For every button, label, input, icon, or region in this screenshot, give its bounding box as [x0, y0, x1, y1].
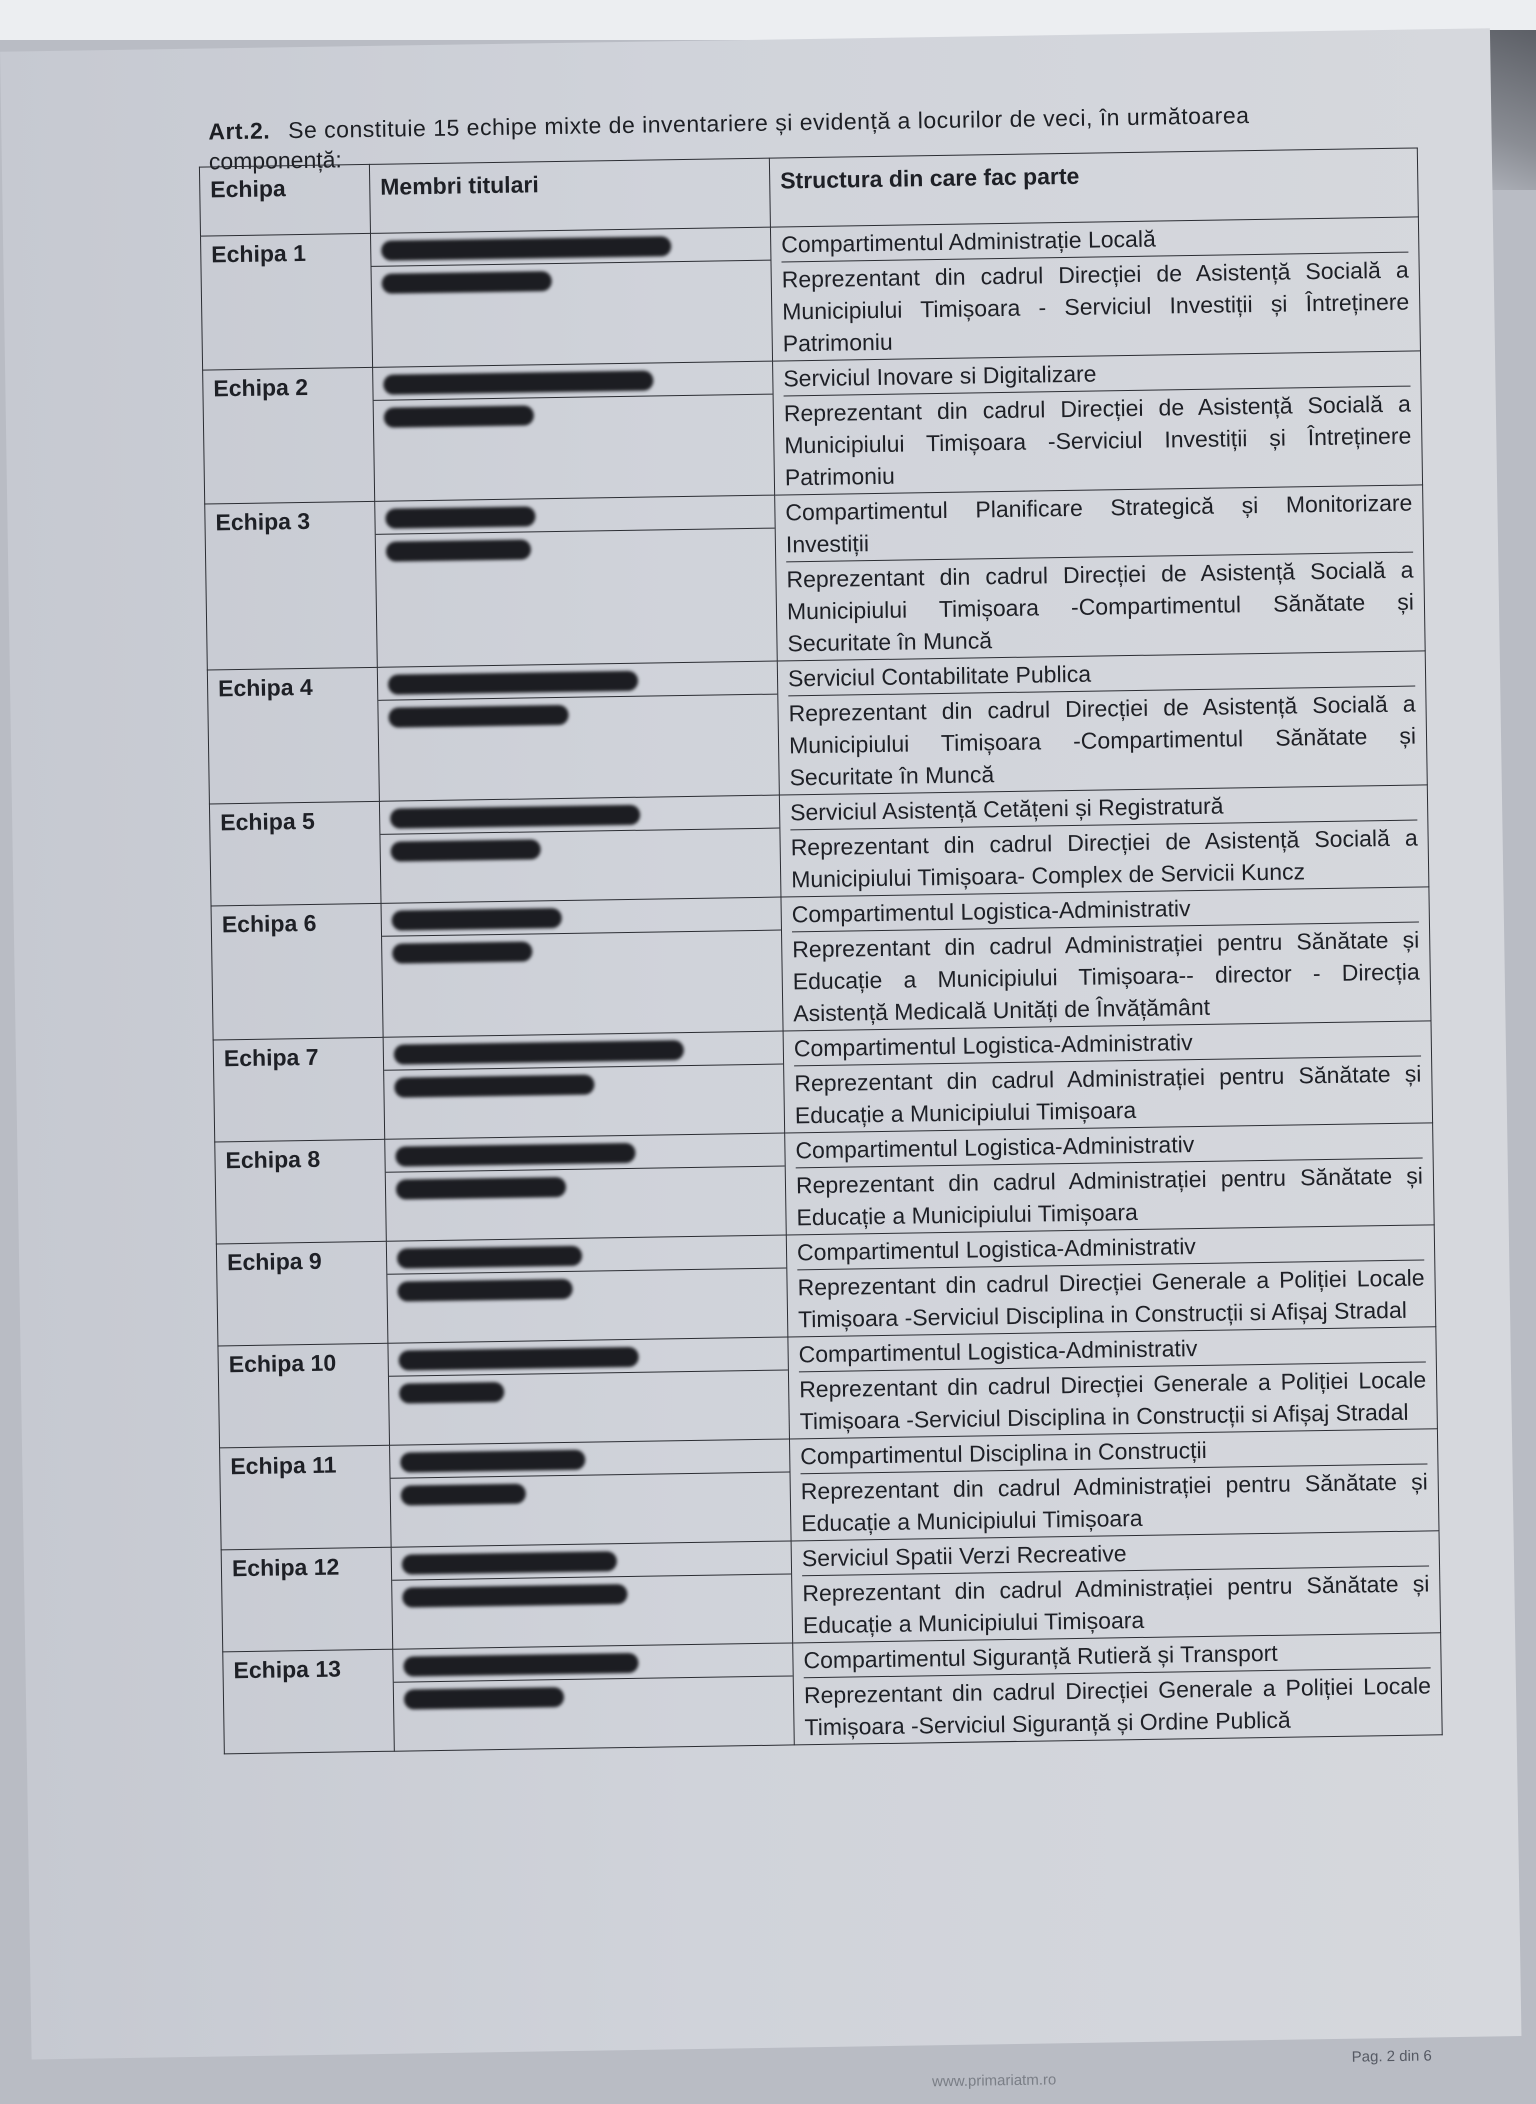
structure-entry: Serviciul Spatii Verzi Recreative: [802, 1531, 1429, 1576]
member-entry: [376, 529, 775, 567]
redacted-name-mark: [402, 1584, 627, 1608]
redacted-name-mark: [386, 539, 531, 561]
table-row: [220, 1429, 1439, 1550]
structure-entry: Reprezentant din cadrul Direcției Generale a Poliției Locale Timișoara -Serviciul Disciplina in Construcții si Afișaj Stradal: [798, 1366, 1427, 1435]
member-entry: [374, 395, 773, 433]
document-page: [0, 28, 1521, 2091]
structure-entry: Compartimentul Logistica-Administrativ: [794, 1022, 1421, 1067]
structure-cell: [773, 351, 1423, 495]
redacted-name-mark: [401, 1484, 526, 1506]
structure-cell: [793, 1633, 1443, 1745]
members-cell: [377, 661, 779, 801]
redacted-name-mark: [381, 236, 671, 261]
article-text-continuation: componență:: [208, 146, 343, 175]
structure-entry: Compartimentul Logistica-Administrativ: [798, 1327, 1425, 1372]
structure-entry: Reprezentant din cadrul Direcției de Asistență Socială a Municipiului Timișoara -Serviciul Investiții și Întreținere Patrimoniu: [783, 390, 1412, 491]
redacted-name-mark: [396, 1177, 566, 1200]
redacted-name-mark: [391, 839, 541, 861]
structure-entry: Compartimentul Administrație Locală: [781, 218, 1408, 263]
structure-cell: [786, 1225, 1436, 1337]
structure-cell: [770, 217, 1420, 361]
member-entry: [384, 1065, 783, 1103]
redacted-name-mark: [394, 1074, 594, 1097]
table-row: [205, 485, 1425, 670]
structure-entry: Compartimentul Logistica-Administrativ: [797, 1225, 1424, 1270]
structure-entry: Reprezentant din cadrul Administrației pentru Sănătate și Educație a Municipiului Timișoara: [802, 1570, 1430, 1639]
table-row: [209, 785, 1428, 906]
redacted-name-mark: [403, 1653, 638, 1677]
redacted-name-mark: [392, 908, 562, 931]
members-cell: [373, 361, 775, 501]
redacted-name-mark: [400, 1450, 585, 1473]
structure-cell: [775, 485, 1426, 661]
team-name: Echipa 11: [220, 1445, 392, 1550]
footer-url: www.primariatm.ro: [931, 2071, 1057, 2091]
member-entry: [392, 1574, 791, 1612]
member-entry: [389, 1370, 788, 1408]
structure-entry: Reprezentant din cadrul Direcției Generale a Poliției Locale Timișoara -Serviciul Siguranță și Ordine Publică: [803, 1672, 1432, 1741]
redacted-name-mark: [402, 1551, 617, 1574]
redacted-name-mark: [384, 405, 534, 427]
structure-entry: Compartimentul Disciplina in Construcții: [800, 1429, 1427, 1474]
table-row: [221, 1531, 1440, 1652]
structure-entry: Compartimentul Logistica-Administrativ: [795, 1123, 1422, 1168]
table-row: [213, 1021, 1432, 1142]
team-name: Echipa 3: [205, 501, 378, 670]
structure-cell: [791, 1531, 1441, 1643]
redacted-name-mark: [399, 1382, 504, 1404]
team-name: Echipa 6: [211, 903, 383, 1040]
structure-cell: [779, 785, 1429, 897]
table-row: [223, 1633, 1442, 1754]
redacted-name-mark: [390, 805, 640, 829]
members-cell: [379, 795, 781, 903]
member-entry: [382, 931, 781, 969]
redacted-name-mark: [388, 671, 638, 695]
team-name: Echipa 7: [213, 1037, 385, 1142]
structure-entry: Serviciul Contabilitate Publica: [788, 652, 1415, 697]
structure-entry: Reprezentant din cadrul Administrației pentru Sănătate și Educație a Municipiului Timișoara: [795, 1162, 1424, 1231]
structure-entry: Reprezentant din cadrul Direcției Generale a Poliției Locale Timișoara -Serviciul Disciplina in Construcții si Afișaj Stradal: [797, 1264, 1425, 1333]
structure-entry: Serviciul Inovare si Digitalizare: [783, 352, 1410, 397]
members-cell: [393, 1643, 795, 1751]
table-row: [218, 1327, 1437, 1448]
redacted-name-mark: [388, 705, 568, 728]
structure-entry: Serviciul Asistență Cetățeni și Registratură: [790, 786, 1417, 831]
members-cell: [370, 227, 772, 367]
header-structure: Structura din care fac parte: [769, 148, 1418, 227]
teams-table: [199, 147, 1443, 1754]
structure-cell: [777, 651, 1427, 795]
team-name: Echipa 13: [223, 1649, 395, 1754]
table-row: [203, 351, 1423, 504]
redacted-name-mark: [399, 1347, 639, 1371]
structure-entry: Reprezentant din cadrul Administrației pentru Sănătate și Educație a Municipiului Timișoara-- director - Direcția Asistență Medicală Unități de Învățământ: [792, 926, 1420, 1027]
redacted-name-mark: [397, 1246, 582, 1269]
team-name: Echipa 10: [218, 1343, 390, 1448]
structure-entry: Reprezentant din cadrul Direcției de Asistență Socială a Municipiului Timișoara - Serviciul Investiții și Întreținere Patrimoniu: [781, 256, 1410, 357]
member-entry: [378, 695, 777, 733]
team-name: Echipa 12: [221, 1547, 393, 1652]
redacted-name-mark: [385, 506, 535, 528]
redacted-name-mark: [394, 1040, 684, 1065]
redacted-name-mark: [382, 271, 552, 294]
page-number: Pag. 2 din 6: [1351, 2047, 1432, 2066]
structure-entry: Compartimentul Logistica-Administrativ: [791, 888, 1418, 933]
structure-cell: [788, 1327, 1438, 1439]
table-row: [207, 651, 1427, 804]
table-row: [215, 1123, 1434, 1244]
members-cell: [385, 1133, 787, 1241]
members-cell: [383, 1031, 785, 1139]
structure-entry: Reprezentant din cadrul Direcției de Asistență Socială a Municipiului Timișoara -Compartimentul Sănătate și Securitate în Muncă: [786, 556, 1415, 657]
team-name: Echipa 1: [201, 233, 373, 370]
structure-entry: Compartimentul Siguranță Rutieră și Transport: [803, 1633, 1430, 1678]
team-name: Echipa 9: [216, 1241, 388, 1346]
redacted-name-mark: [397, 1279, 572, 1302]
structure-entry: Reprezentant din cadrul Direcției de Asistență Socială a Municipiului Timișoara -Compartimentul Sănătate și Securitate în Muncă: [788, 690, 1417, 791]
table-row: [216, 1225, 1435, 1346]
members-cell: [388, 1337, 790, 1445]
structure-entry: Reprezentant din cadrul Administrației pentru Sănătate și Educație a Municipiului Timișoara: [800, 1468, 1428, 1537]
header-team: Echipa: [199, 164, 370, 236]
member-entry: [394, 1676, 793, 1714]
header-members: Membri titulari: [369, 158, 770, 233]
team-name: Echipa 5: [209, 801, 381, 906]
structure-cell: [781, 887, 1431, 1031]
redacted-name-mark: [404, 1687, 564, 1710]
structure-cell: [783, 1021, 1433, 1133]
members-cell: [375, 495, 778, 667]
member-entry: [391, 1472, 790, 1510]
member-entry: [380, 829, 779, 867]
table-row: [201, 217, 1421, 370]
table-row: [211, 887, 1431, 1040]
article-text: Se constituie 15 echipe mixte de inventariere și evidență a locurilor de veci, în următoarea: [287, 102, 1250, 144]
member-entry: [386, 1167, 785, 1205]
member-entry: [372, 261, 771, 299]
article-heading: [208, 100, 1388, 146]
team-name: Echipa 4: [207, 667, 379, 804]
structure-entry: Reprezentant din cadrul Direcției de Asistență Socială a Municipiului Timișoara- Complex de Servicii Kuncz: [790, 824, 1418, 893]
structure-entry: Compartimentul Planificare Strategică și Monitorizare Investiții: [785, 486, 1413, 563]
structure-entry: Reprezentant din cadrul Administrației pentru Sănătate și Educație a Municipiului Timișoara: [794, 1060, 1422, 1129]
members-cell: [386, 1235, 788, 1343]
team-name: Echipa 8: [215, 1139, 387, 1244]
structure-cell: [789, 1429, 1439, 1541]
redacted-name-mark: [392, 941, 532, 963]
structure-cell: [785, 1123, 1435, 1235]
members-cell: [391, 1541, 793, 1649]
article-label: Art.2.: [208, 117, 271, 145]
members-cell: [390, 1439, 792, 1547]
redacted-name-mark: [383, 370, 653, 394]
redacted-name-mark: [395, 1143, 635, 1167]
member-entry: [387, 1269, 786, 1307]
table-body: [201, 217, 1443, 1754]
members-cell: [381, 897, 783, 1037]
team-name: Echipa 2: [203, 367, 375, 504]
